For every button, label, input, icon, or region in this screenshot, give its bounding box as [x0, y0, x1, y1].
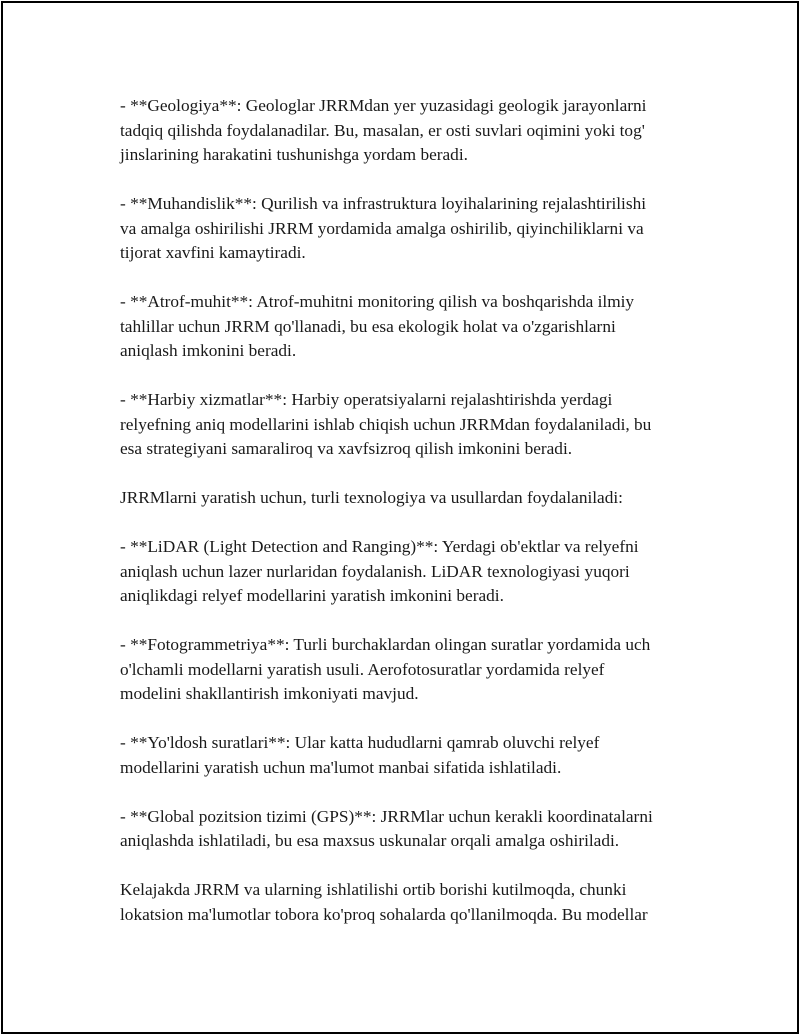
paragraph-atrof-muhit: - **Atrof-muhit**: Atrof-muhitni monitoring qilish va boshqarishda ilmiy tahlillar uchun JRRM qo'llanadi, bu esa ekologik holat va o'zgarishlarni aniqlash imkonini beradi.	[120, 292, 635, 360]
paragraph-technologies-intro: JRRMlarni yaratish uchun, turli texnologiya va usullardan foydalaniladi:	[120, 488, 623, 507]
paragraph-gps: - **Global pozitsion tizimi (GPS)**: JRRMlar uchun kerakli koordinatalarni aniqlashda ishlatiladi, bu esa maxsus uskunalar orqali amalga oshiriladi.	[120, 806, 653, 850]
document-body	[120, 94, 700, 952]
paragraph-harbiy-xizmatlar: - **Harbiy xizmatlar**: Harbiy operatsiyalarni rejalashtirishda yerdagi relyefning aniq modellarini ishlab chiqish uchun JRRMdan foydalaniladi, bu esa strategiyani samaraliroq va xavfsizroq qilish imkonini beradi.	[120, 390, 652, 458]
document-page	[1, 1, 799, 1034]
paragraph-lidar: - **LiDAR (Light Detection and Ranging)**: Yerdagi ob'ektlar va relyefni aniqlash uchun lazer nurlaridan foydalanish. LiDAR texnologiyasi yuqori aniqlikdagi relyef modellarini yaratish imkonini beradi.	[120, 537, 639, 605]
paragraph-fotogrammetriya: - **Fotogrammetriya**: Turli burchaklardan olingan suratlar yordamida uch o'lchamli modellarni yaratish usuli. Aerofotosuratlar yordamida relyef modelini shakllantirish imkoniyati mavjud.	[120, 635, 651, 703]
paragraph-kelajakda: Kelajakda JRRM va ularning ishlatilishi ortib borishi kutilmoqda, chunki lokatsion ma'lumotlar tobora ko'proq sohalarda qo'llanilmoqda. Bu modellar	[120, 880, 648, 924]
paragraph-geologiya: - **Geologiya**: Geologlar JRRMdan yer yuzasidagi geologik jarayonlarni tadqiq qilishda foydalanadilar. Bu, masalan, er osti suvlari oqimini yoki tog' jinslarining harakatini tushunishga yordam beradi.	[120, 96, 647, 164]
paragraph-yoldosh-suratlari: - **Yo'ldosh suratlari**: Ular katta hududlarni qamrab oluvchi relyef modellarini yaratish uchun ma'lumot manbai sifatida ishlatiladi.	[120, 733, 600, 777]
paragraph-muhandislik: - **Muhandislik**: Qurilish va infrastruktura loyihalarining rejalashtirilishi va amalga oshirilishi JRRM yordamida amalga oshirilib, qiyinchiliklarni va tijorat xavfini kamaytiradi.	[120, 194, 647, 262]
